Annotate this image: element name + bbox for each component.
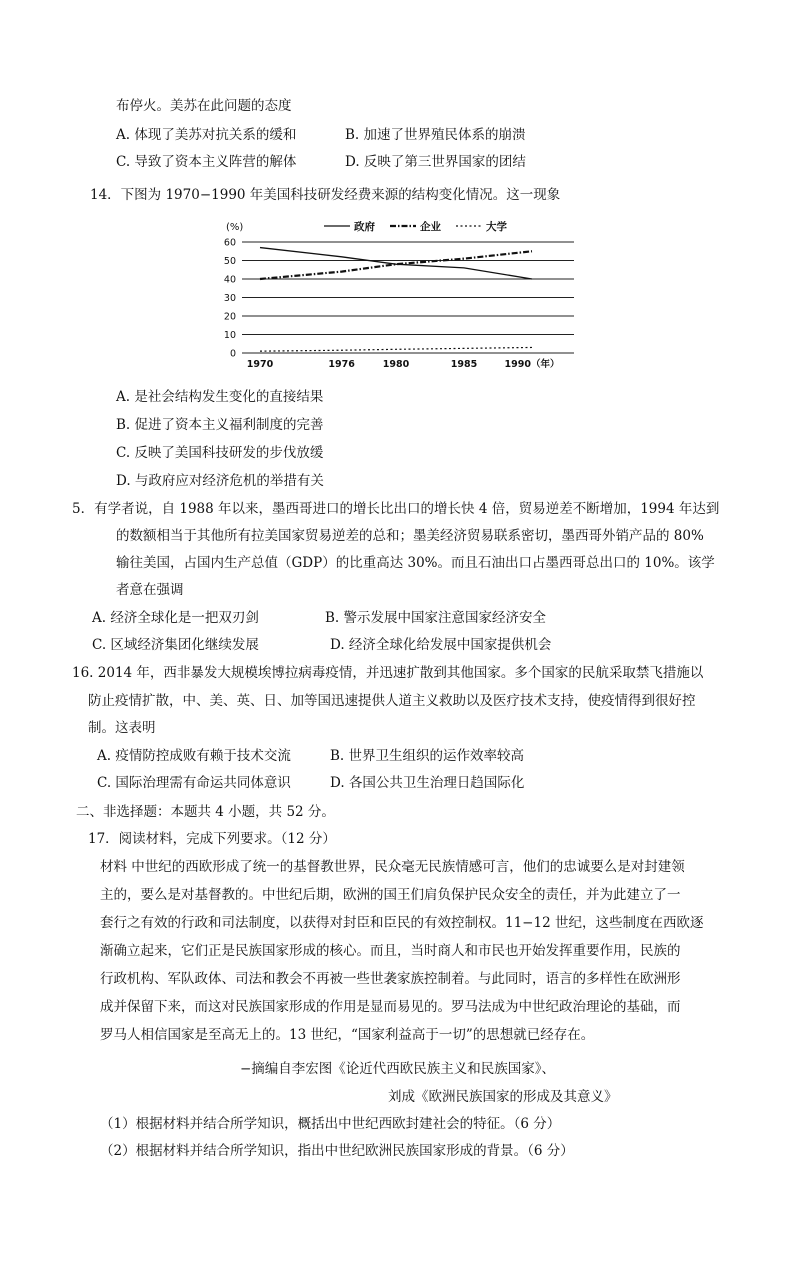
q14-option-b: B. 促进了资本主义福利制度的完善 [116,417,324,433]
legend-label-1: 政府 [354,221,375,233]
x-tick-1985: 1985 [450,359,478,370]
q16-option-c: C. 国际治理需有命运共同体意识 [97,775,291,791]
q17-material-line-6: 成并保留下来，而这对民族国家形成的作用是显而易见的。罗马法成为中世纪政治理论的基础，而 [100,999,681,1015]
q14-option-d: D. 与政府应对经济危机的举措有关 [116,473,324,489]
series-line-2 [260,251,532,279]
section-2-heading: 二、非选择题：本题共 4 小题，共 52 分。 [76,804,335,820]
q15-option-a: A. 经济全球化是一把双刃剑 [92,610,259,626]
legend-label-2: 企业 [420,221,441,233]
q16-line-2: 防止疫情扩散，中、美、英、日、加等国迅速提供人道主义救助以及医疗技术支持，使疫情得到很好控 [88,693,696,709]
q13-stem-tail: 布停火。美苏在此问题的态度 [116,98,292,114]
q14-stem: 14．下图为 1970−1990 年美国科技研发经费来源的结构变化情况。这一现象 [90,187,561,203]
q15-line-2: 的数额相当于其他所有拉美国家贸易逆差的总和；墨美经济贸易联系密切，墨西哥外销产品的 80% [116,528,704,544]
q15-option-d: D. 经济全球化给发展中国家提供机会 [330,637,552,653]
q17-material-line-7: 罗马人相信国家是至高无上的。13 世纪，“国家利益高于一切”的思想就已经存在。 [100,1027,595,1043]
q13-option-b: B. 加速了世界殖民体系的崩溃 [345,127,526,143]
q16-option-d: D. 各国公共卫生治理日趋国际化 [330,775,525,791]
q14-option-a: A. 是社会结构发生变化的直接结果 [116,389,324,405]
series-line-1 [260,248,532,279]
q17-material-line-3: 套行之有效的行政和司法制度，以获得对封臣和臣民的有效控制权。11−12 世纪，这些制度在西欧逐 [100,915,704,931]
y-tick-40: 40 [223,274,236,286]
y-tick-30: 30 [223,293,236,304]
q15-option-c: C. 区域经济集团化继续发展 [92,637,259,653]
q13-option-d: D. 反映了第三世界国家的团结 [345,154,526,170]
q17-source-1: −摘编自李宏图《论近代西欧民族主义和民族国家》、 [240,1061,556,1077]
x-tick-1980: 1980 [382,359,410,370]
q17-source-2: 刘成《欧洲民族国家的形成及其意义》 [388,1089,618,1105]
x-tick-1976: 1976 [328,359,355,370]
q14-chart-svg [212,210,594,378]
q15-line-4: 者意在强调 [116,582,184,598]
x-tick-1970: 1970 [246,359,274,370]
q15-option-b: B. 警示发展中国家注意国家经济安全 [325,610,547,626]
series-line-3 [260,347,532,351]
q16-line-1: 16. 2014 年，西非暴发大规模埃博拉病毒疫情，并迅速扩散到其他国家。多个国家的民航采取禁飞措施以 [72,665,704,681]
q13-option-c: C. 导致了资本主义阵营的解体 [116,154,297,170]
q17-material-line-2: 主的，要么是对基督教的。中世纪后期，欧洲的国王们肩负保护民众安全的责任，并为此建立了一 [100,887,681,903]
q17-material-line-4: 渐确立起来，它们正是民族国家形成的核心。而且，当时商人和市民也开始发挥重要作用，民族的 [100,943,681,959]
legend-label-3: 大学 [486,221,507,233]
y-tick-60: 60 [223,237,236,249]
y-tick-10: 10 [223,330,236,341]
q15-line-3: 输往美国，占国内生产总值（GDP）的比重高达 30%。而且石油出口占墨西哥总出口的 10%。该学 [116,555,715,571]
y-tick-0: 0 [229,348,236,360]
q16-line-3: 制。这表明 [88,720,156,736]
q17-subquestion-1: （1）根据材料并结合所学知识，概括出中世纪西欧封建社会的特征。（6 分） [100,1116,561,1132]
q17-stem: 17．阅读材料，完成下列要求。（12 分） [88,831,336,847]
y-tick-20: 20 [223,311,236,323]
q13-option-a: A. 体现了美苏对抗关系的缓和 [116,127,297,143]
q16-option-b: B. 世界卫生组织的运作效率较高 [330,748,525,764]
q17-material-line-5: 行政机构、军队政体、司法和教会不再被一些世袭家族控制着。与此同时，语言的多样性在欧洲形 [100,971,681,987]
q16-option-a: A. 疫情防控成败有赖于技术交流 [97,748,291,764]
q17-subquestion-2: （2）根据材料并结合所学知识，指出中世纪欧洲民族国家形成的背景。（6 分） [100,1143,574,1159]
x-tick-1990: 1990（年） [504,359,560,370]
chart-y-unit: (%) [226,222,244,233]
q17-material-line-1: 材料 中世纪的西欧形成了统一的基督教世界，民众毫无民族情感可言，他们的忠诚要么是对封建领 [100,859,685,875]
q15-line-1: 5．有学者说，自 1988 年以来，墨西哥进口的增长比出口的增长快 4 倍，贸易逆差不断增加，1994 年达到 [72,501,720,517]
y-tick-50: 50 [223,256,236,267]
q14-chart [212,210,594,378]
q14-option-c: C. 反映了美国科技研发的步伐放缓 [116,445,324,461]
